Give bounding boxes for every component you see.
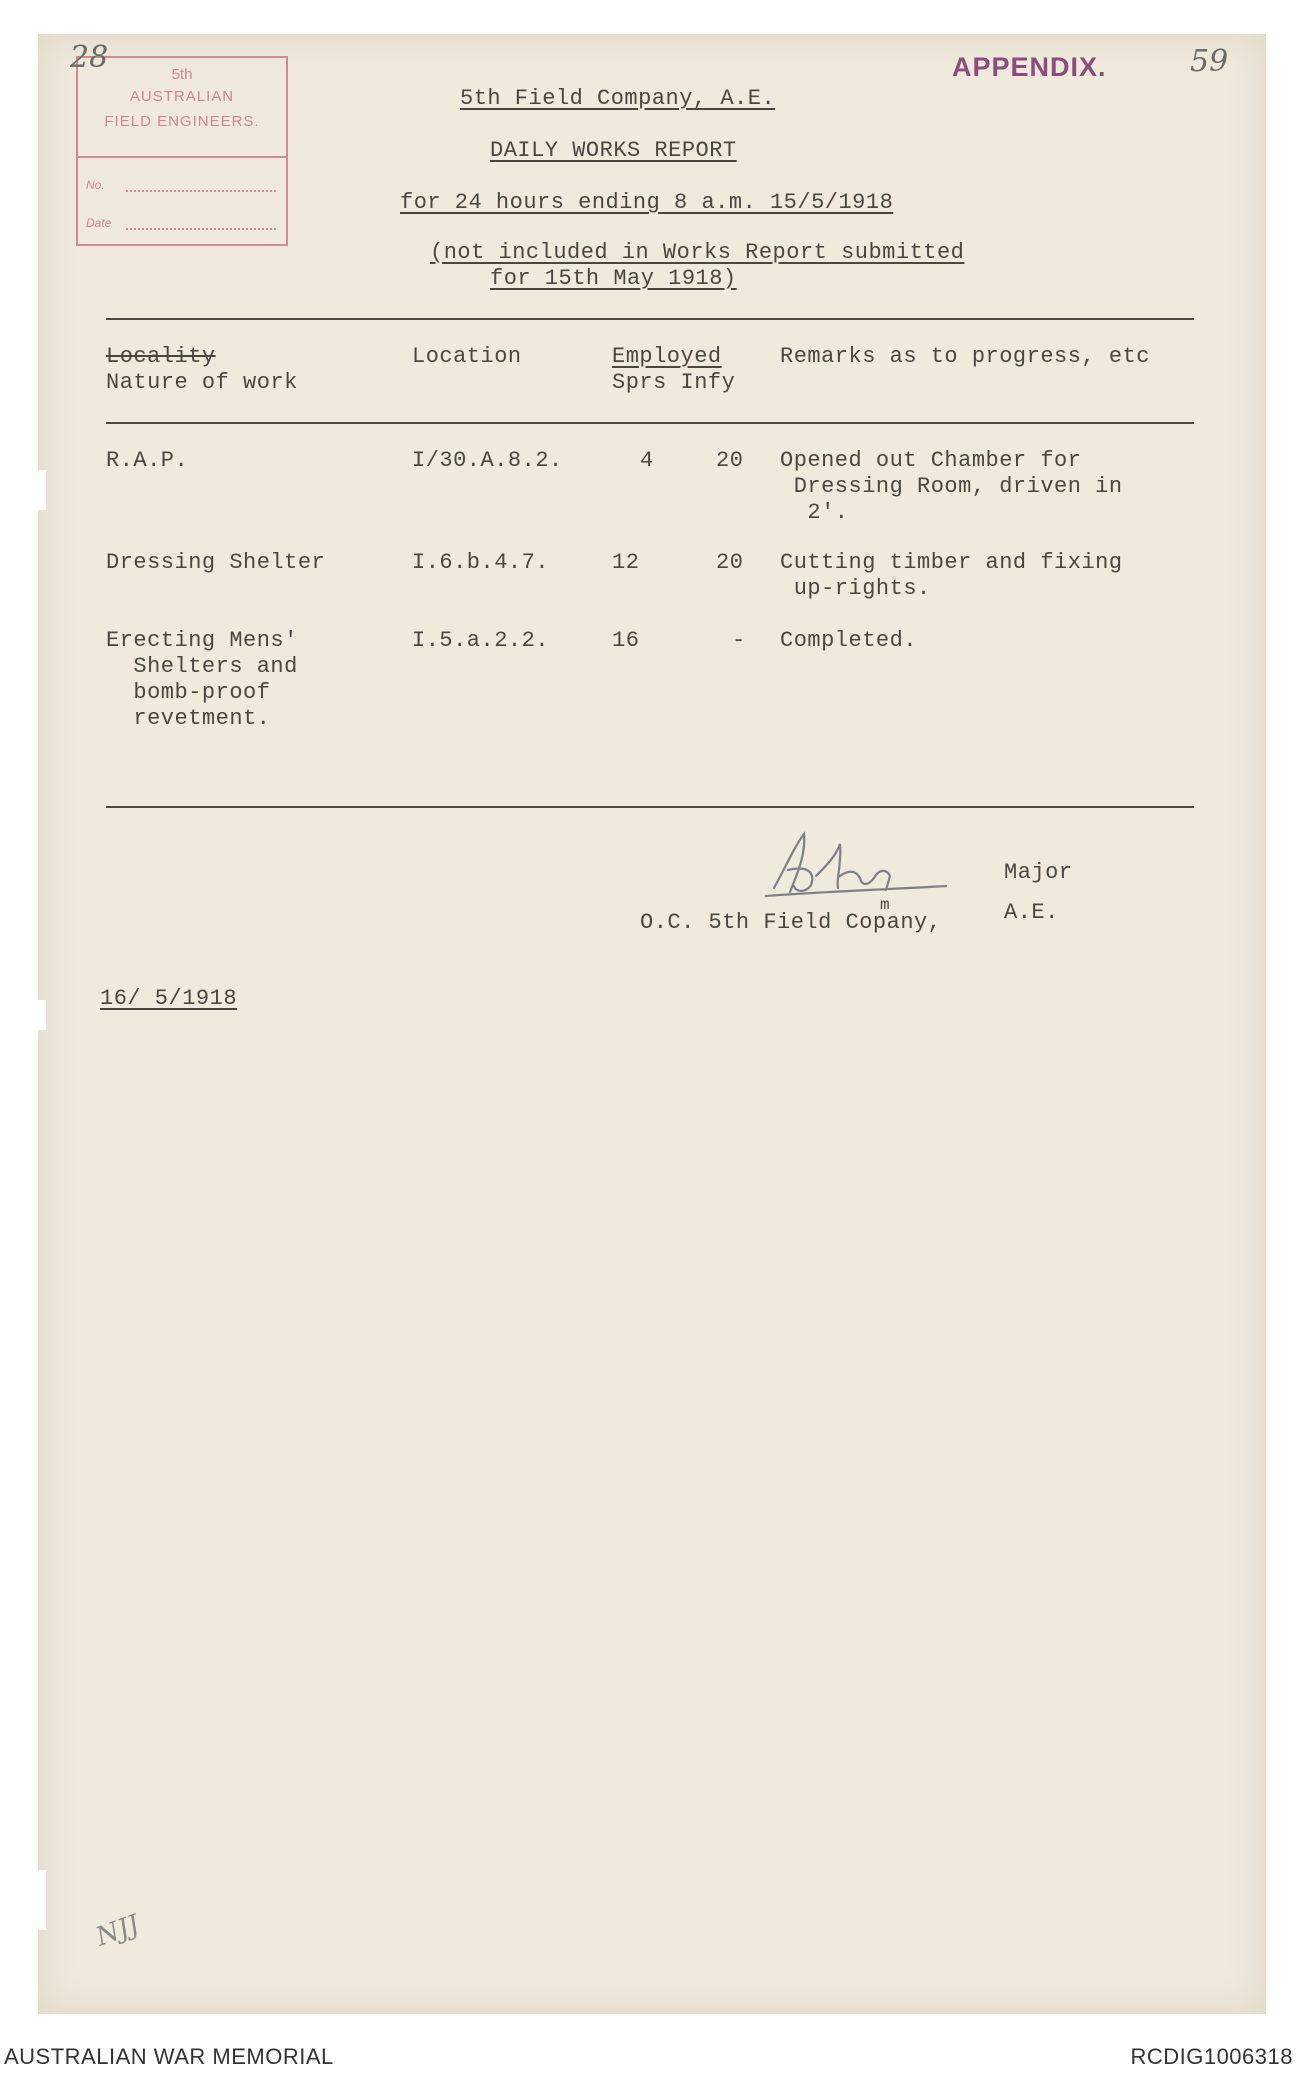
col-location: Location bbox=[412, 344, 522, 369]
stamp-line2: AUSTRALIAN bbox=[129, 88, 235, 105]
table-header-rule bbox=[106, 422, 1194, 424]
document-sheet bbox=[38, 34, 1266, 2014]
footer-archive: AUSTRALIAN WAR MEMORIAL bbox=[4, 2044, 334, 2069]
report-title: DAILY WORKS REPORT bbox=[490, 138, 737, 163]
report-period: for 24 hours ending 8 a.m. 15/5/1918 bbox=[400, 190, 894, 215]
row1-location: I/30.A.8.2. bbox=[412, 448, 563, 473]
stamp-no-label: No. bbox=[86, 178, 105, 192]
row3-work: revetment. bbox=[106, 706, 271, 731]
col-remarks: Remarks as to progress, etc bbox=[780, 344, 1150, 369]
row1-remarks: Opened out Chamber for bbox=[780, 448, 1082, 473]
signatory-title: O.C. 5th Field Copany, bbox=[640, 910, 942, 935]
signature-insert: m bbox=[880, 896, 891, 914]
paper-tear bbox=[38, 1870, 46, 1930]
col-nature-of-work: Nature of work bbox=[106, 370, 298, 395]
row1-work: R.A.P. bbox=[106, 448, 189, 473]
paper-tear bbox=[38, 470, 46, 510]
row2-sprs: 12 bbox=[612, 550, 640, 575]
col-employed-sub: Sprs Infy bbox=[612, 370, 736, 395]
appendix-stamp: APPENDIX. bbox=[952, 52, 1107, 82]
row1-infy: 20 bbox=[716, 448, 744, 473]
stamp-date-label: Date bbox=[86, 216, 112, 230]
signatory-corps: A.E. bbox=[1004, 900, 1059, 925]
report-date: 16/ 5/1918 bbox=[100, 986, 238, 1011]
row1-remarks: 2'. bbox=[780, 500, 849, 525]
stamp-date-line bbox=[126, 228, 276, 230]
row2-infy: 20 bbox=[716, 550, 744, 575]
company-heading: 5th Field Company, A.E. bbox=[460, 86, 776, 111]
row2-remarks: up-rights. bbox=[780, 576, 931, 601]
row3-work: bomb-proof bbox=[106, 680, 271, 705]
row1-remarks: Dressing Room, driven in bbox=[780, 474, 1123, 499]
paper-tear bbox=[38, 1000, 46, 1030]
signatory-rank: Major bbox=[1004, 860, 1073, 885]
row1-sprs: 4 bbox=[640, 448, 654, 473]
table-top-rule bbox=[106, 318, 1194, 320]
row3-location: I.5.a.2.2. bbox=[412, 628, 550, 653]
handwritten-initials: NJJ bbox=[92, 1909, 144, 1953]
row2-remarks: Cutting timber and fixing bbox=[780, 550, 1123, 575]
row3-work: Shelters and bbox=[106, 654, 298, 679]
row3-sprs: 16 bbox=[612, 628, 640, 653]
stamp-no-line bbox=[126, 190, 276, 192]
col-locality-struck: Locality bbox=[106, 344, 216, 369]
report-note-line2: for 15th May 1918) bbox=[490, 266, 737, 291]
report-note-line1: (not included in Works Report submitted bbox=[430, 240, 965, 265]
stamp-line3: FIELD ENGINEERS. bbox=[104, 113, 260, 130]
stamp-line1: 5th bbox=[171, 66, 193, 83]
corner-handwritten-mark: 28 bbox=[70, 40, 109, 75]
row2-work: Dressing Shelter bbox=[106, 550, 326, 575]
row3-infy: - bbox=[732, 628, 746, 653]
row2-location: I.6.b.4.7. bbox=[412, 550, 550, 575]
page-number: 59 bbox=[1190, 44, 1229, 79]
row3-work: Erecting Mens' bbox=[106, 628, 298, 653]
footer-id: RCDIG1006318 bbox=[1130, 2044, 1293, 2069]
table-bottom-rule bbox=[106, 806, 1194, 808]
stamp-divider bbox=[78, 156, 286, 158]
col-employed: Employed bbox=[612, 344, 722, 369]
signature-graphic bbox=[756, 826, 956, 906]
row3-remarks: Completed. bbox=[780, 628, 918, 653]
unit-stamp bbox=[76, 56, 288, 246]
